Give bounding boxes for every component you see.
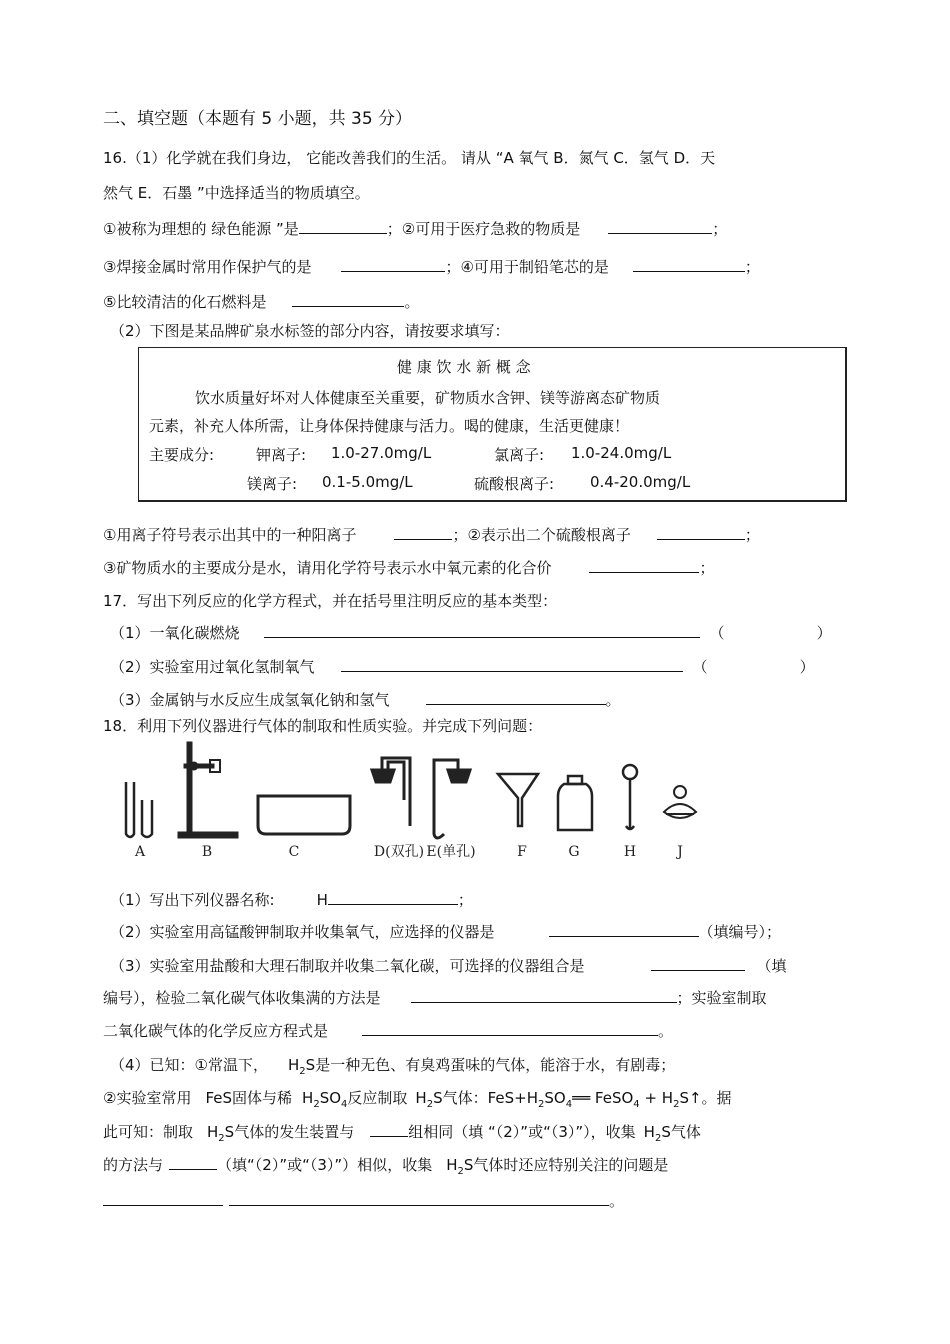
- answer-blank[interactable]: [299, 218, 387, 234]
- apparatus-label: B: [201, 844, 213, 860]
- answer-blank[interactable]: [103, 1190, 223, 1206]
- q18-sub3-line2: [103, 987, 767, 1008]
- q17-line1: 17．写出下列反应的化学方程式，并在括号里注明反应的基本类型：: [103, 592, 558, 610]
- formula-h2s: $H_2S$: [288, 1056, 316, 1077]
- label-paragraph-2: 元素，补充人体所需，让身体保持健康与活力。喝的健康，生活更健康！: [149, 417, 630, 435]
- q18-line1: 18．利用下列仪器进行气体的制取和性质实验。并完成下列问题：: [103, 717, 543, 735]
- paren-close: ）: [799, 658, 815, 676]
- apparatus-h-combustion-spoon: [623, 765, 637, 829]
- section-title: 二、填空题（本题有 5 小题，共 35 分）: [103, 109, 413, 129]
- q17-end: 。: [605, 691, 621, 709]
- formula-fes: FeS: [205, 1089, 233, 1107]
- q18-sub4-line4: [103, 1154, 668, 1182]
- paren-open: （: [709, 624, 725, 642]
- q18-s4-text-b: 是一种无色、有臭鸡蛋味的气体，能溶于水，有剧毒；: [315, 1056, 676, 1074]
- apparatus-a-test-tubes: [126, 782, 152, 837]
- q16-l7-text-a: ①用离子符号表示出其中的一种阳离子: [103, 526, 357, 544]
- answer-blank[interactable]: [633, 256, 745, 272]
- answer-blank[interactable]: [341, 256, 445, 272]
- q18-s5-text-d: 气体：: [442, 1089, 488, 1107]
- q16-line8: [103, 557, 714, 578]
- q17-item1-text: （1）一氧化碳燃烧: [110, 624, 240, 642]
- q17-item1: [110, 622, 832, 643]
- answer-blank[interactable]: [589, 557, 699, 573]
- q18-s3-text-f: 。: [658, 1022, 674, 1040]
- answer-blank[interactable]: [426, 689, 606, 705]
- label-mg-name: 镁离子:: [247, 475, 298, 493]
- q16-line6: （2）下图是某品牌矿泉水标签的部分内容，请按要求填写：: [110, 322, 510, 340]
- q16-l7-text-b: ；②表示出二个硫酸根离子: [452, 526, 631, 544]
- apparatus-label: G: [568, 844, 580, 860]
- reaction-equation: $FeS+H_2SO_4══$ FeSO$_4$ + $H_2S↑$: [487, 1089, 702, 1110]
- answer-blank[interactable]: [264, 622, 700, 638]
- q16-l3-text-a: ①被称为理想的 绿色能源 ”是: [103, 220, 299, 238]
- q18-s6-text-b: 气体的发生装置与: [234, 1123, 355, 1141]
- label-mg-value: 0.1-5.0mg/L: [322, 473, 413, 491]
- q18-s3-text-d: ；实验室制取: [676, 989, 767, 1007]
- q16-l4-text-c: ；: [744, 258, 760, 276]
- label-k-value: 1.0-27.0mg/L: [331, 444, 432, 462]
- q18-s6-text-a: 此可知：制取: [103, 1123, 194, 1141]
- apparatus-f-funnel: [498, 774, 538, 826]
- apparatus-label: J: [677, 844, 683, 860]
- q18-s2-text-a: （2）实验室用高锰酸钾制取并收集氧气，应选择的仪器是: [110, 923, 495, 941]
- apparatus-b-iron-stand: [178, 742, 238, 838]
- answer-blank[interactable]: [370, 1121, 408, 1137]
- answer-blank[interactable]: [292, 291, 404, 307]
- apparatus-label: H: [623, 844, 637, 860]
- label-so4-value: 0.4-20.0mg/L: [590, 473, 691, 491]
- answer-blank[interactable]: [229, 1190, 609, 1206]
- label-title: 健 康 饮 水 新 概 念: [397, 358, 531, 376]
- q18-s6-text-d: 气体: [670, 1123, 701, 1141]
- q18-s5-text-a: ②实验室常用: [103, 1089, 192, 1107]
- label-cl-value: 1.0-24.0mg/L: [571, 444, 672, 462]
- answer-blank[interactable]: [394, 524, 452, 540]
- apparatus-c-trough: [258, 796, 350, 834]
- q17-item3: [110, 689, 621, 710]
- apparatus-label: E(单孔): [426, 844, 476, 860]
- lab-apparatus-figure: [118, 740, 738, 865]
- answer-blank[interactable]: [169, 1154, 217, 1170]
- q16-line4: [103, 256, 760, 277]
- answer-blank[interactable]: [651, 955, 745, 971]
- q16-line5: [103, 291, 419, 312]
- formula-h2s: $H_2S$: [643, 1123, 671, 1144]
- answer-blank[interactable]: [362, 1020, 658, 1036]
- label-paragraph-1: 饮水质量好坏对人体健康至关重要，矿物质水含钾、镁等游离态矿物质: [195, 389, 661, 407]
- apparatus-label: F: [517, 844, 527, 860]
- q16-l5-text-a: ⑤比较清洁的化石燃料是: [103, 293, 267, 311]
- q17-item2: [110, 656, 815, 677]
- label-so4-name: 硫酸根离子:: [474, 475, 555, 493]
- answer-blank[interactable]: [411, 987, 677, 1003]
- q18-sub3-line1: [110, 955, 787, 976]
- label-main-ingredients: 主要成分:: [149, 446, 215, 464]
- q18-s3-text-a: （3）实验室用盐酸和大理石制取并收集二氧化碳，可选择的仪器组合是: [110, 957, 585, 975]
- apparatus-label: C: [288, 844, 300, 860]
- q18-sub4-line5: [103, 1190, 624, 1211]
- answer-blank[interactable]: [341, 656, 683, 672]
- q16-l8-text-b: ；: [699, 559, 715, 577]
- q16-line1: 16.（1）化学就在我们身边， 它能改善我们的生活。 请从 “A 氧气 B．氮气 C．氢气 D．天: [103, 149, 716, 167]
- q18-s5-text-e: 。据: [701, 1089, 732, 1107]
- q18-sub3-line3: [103, 1020, 673, 1041]
- answer-blank[interactable]: [328, 889, 458, 905]
- formula-h2so4: $H_2SO_4$: [302, 1089, 348, 1110]
- q18-s3-text-e: 二氧化碳气体的化学反应方程式是: [103, 1022, 329, 1040]
- q16-line2: 然气 E．石墨 ”中选择适当的物质填空。: [103, 184, 370, 202]
- apparatus-e-single-hole-stopper: [434, 760, 470, 838]
- q18-s2-text-b: （填编号）；: [698, 923, 782, 941]
- q16-l3-text-b: ；②可用于医疗急救的物质是: [386, 220, 581, 238]
- q18-sub4-line2: [103, 1088, 732, 1115]
- q16-l5-text-b: 。: [404, 293, 420, 311]
- q18-s8: 。: [609, 1192, 625, 1210]
- paren-close: ）: [816, 624, 832, 642]
- q16-l4-text-b: ；④可用于制铅笔芯的是: [445, 258, 609, 276]
- q18-s1-text-c: ；: [457, 891, 473, 909]
- apparatus-g-gas-jar: [558, 776, 592, 830]
- q18-sub4-line1: [110, 1055, 675, 1082]
- q18-s1-text-a: （1）写出下列仪器名称:: [110, 891, 275, 909]
- q18-s3-text-b: （填: [756, 957, 787, 975]
- q18-s6-text-c: 组相同（填 “（2）”或“（3）”），收集: [408, 1123, 636, 1141]
- q16-l4-text-a: ③焊接金属时常用作保护气的是: [103, 258, 312, 276]
- answer-blank[interactable]: [657, 524, 745, 540]
- q17-item2-text: （2）实验室用过氧化氢制氧气: [110, 658, 315, 676]
- q18-sub2: [110, 921, 781, 942]
- formula-h2s: $H_2S$: [415, 1089, 443, 1110]
- q18-s5-text-b: 固体与稀: [232, 1089, 293, 1107]
- apparatus-label: A: [134, 844, 146, 860]
- paren-open: （: [692, 658, 708, 676]
- mineral-water-label: [138, 347, 847, 502]
- apparatus-label: D(双孔): [373, 844, 425, 860]
- q18-s7-text-b: （填“（2）”或“（3）”）相似，收集: [217, 1156, 433, 1174]
- label-cl-name: 氯离子:: [494, 446, 545, 464]
- formula-h2s: $H_2S$: [446, 1156, 474, 1177]
- formula-h2s: $H_2S$: [207, 1123, 235, 1144]
- q18-s5-text-c: 反应制取: [347, 1089, 408, 1107]
- q18-sub1: [110, 889, 473, 910]
- answer-blank[interactable]: [549, 921, 699, 937]
- q18-sub4-line3: [103, 1121, 701, 1149]
- apparatus-j-alcohol-lamp: [664, 786, 696, 818]
- q16-line7: [103, 524, 760, 545]
- q16-l3-text-c: ；: [712, 220, 728, 238]
- q16-l8-text-a: ③矿物质水的主要成分是水，请用化学符号表示水中氧元素的化合价: [103, 559, 552, 577]
- answer-blank[interactable]: [608, 218, 712, 234]
- q16-line3: [103, 218, 727, 239]
- q18-s3-text-c: 编号），检验二氧化碳气体收集满的方法是: [103, 989, 381, 1007]
- label-k-name: 钾离子:: [256, 446, 307, 464]
- q18-s1-text-b: H: [316, 891, 328, 909]
- q18-s4-text-a: （4）已知：①常温下，: [110, 1056, 268, 1074]
- q18-s7-text-c: 气体时还应特别关注的问题是: [473, 1156, 669, 1174]
- q18-s7-text-a: 的方法与: [103, 1156, 164, 1174]
- q16-l7-text-c: ；: [744, 526, 760, 544]
- apparatus-d-double-hole-stopper: [372, 758, 410, 826]
- q17-item3-text: （3）金属钠与水反应生成氢氧化钠和氢气: [110, 691, 390, 709]
